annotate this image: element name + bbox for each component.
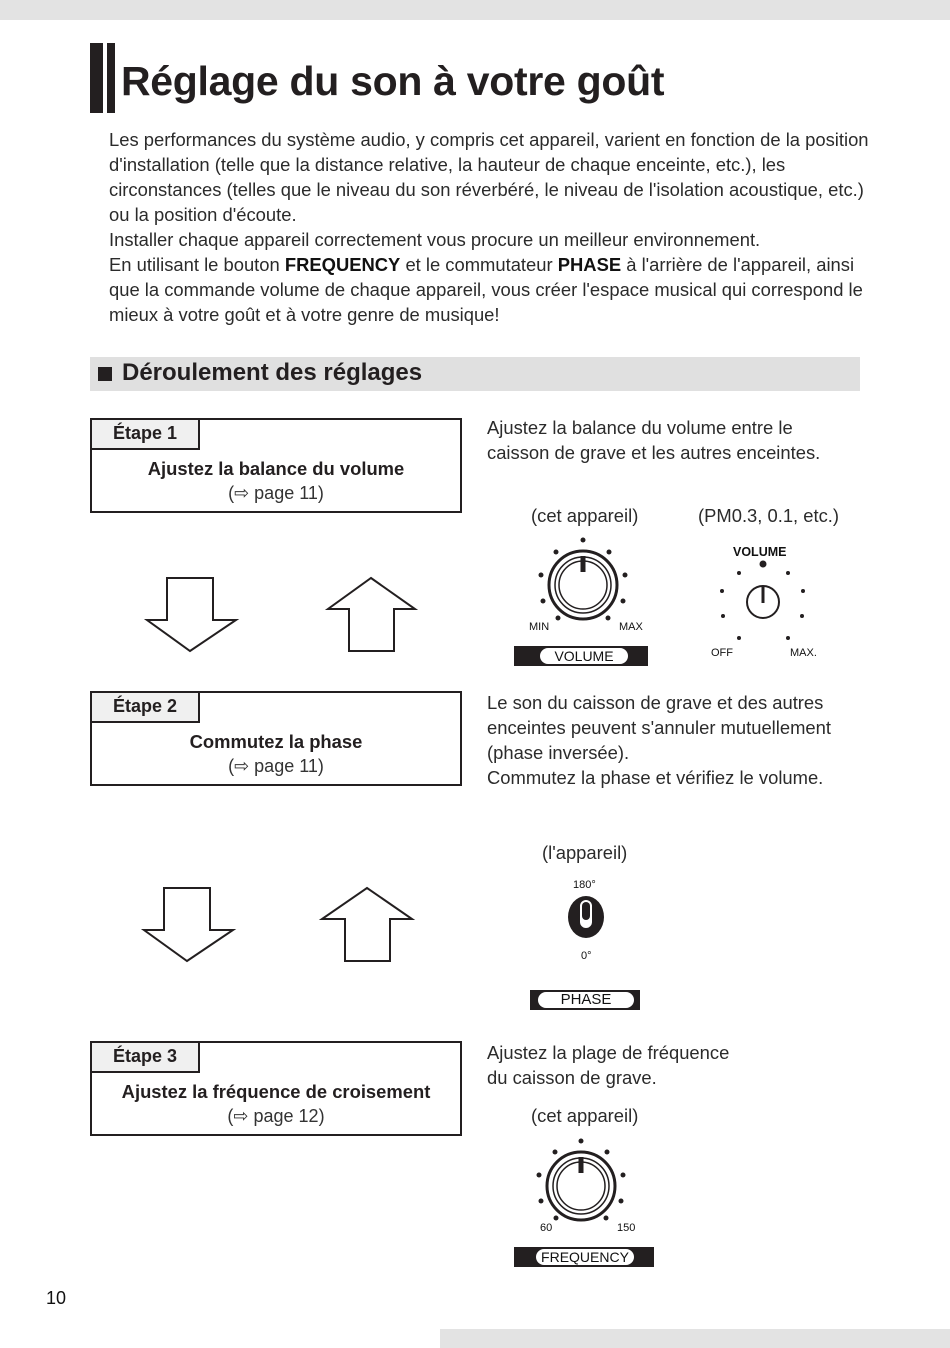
- step-2-box: [90, 691, 462, 786]
- section-title: Déroulement des réglages: [122, 359, 423, 386]
- step-1-caption-this-unit: (cet appareil): [531, 505, 639, 526]
- arrow-down-icon: [145, 576, 240, 654]
- bottom-band: [440, 1329, 950, 1348]
- other-volume-off-label: OFF: [711, 647, 733, 659]
- page-title: Réglage du son à votre goût: [121, 58, 665, 104]
- step-3-description: Ajustez la plage de fréquence du caisson de grave.: [487, 1042, 730, 1088]
- phase-switch-icon: [565, 893, 609, 943]
- step-1-description: Ajustez la balance du volume entre le caisson de grave et les autres enceintes.: [487, 417, 821, 463]
- other-volume-max-label: MAX.: [790, 647, 817, 659]
- step-2-caption: (l'appareil): [542, 842, 628, 863]
- page-number: 10: [46, 1288, 67, 1308]
- frequency-max-label: 150: [617, 1222, 636, 1234]
- step-2-tab: Étape 2: [92, 693, 200, 723]
- step-1-box: [90, 418, 462, 513]
- other-volume-title: VOLUME: [733, 545, 787, 559]
- phase-0-label: 0°: [581, 950, 592, 962]
- phase-keyword: PHASE: [557, 254, 622, 275]
- arrow-down-icon: [142, 886, 237, 964]
- frequency-knob-icon: [532, 1136, 632, 1226]
- frequency-min-label: 60: [540, 1222, 553, 1234]
- section-header: [90, 357, 860, 391]
- step-1-caption-other: (PM0.3, 0.1, etc.): [698, 505, 840, 526]
- volume-knob-icon: [535, 535, 635, 625]
- step-1-tab: Étape 1: [92, 420, 200, 450]
- title-bar-mark: [90, 43, 103, 113]
- volume-panel-label: VOLUME: [514, 646, 648, 666]
- other-volume-knob-icon: [716, 560, 811, 645]
- intro-paragraph-2: Installer chaque appareil correctement vous procure un meilleur environnement.: [109, 229, 761, 250]
- step-3-caption: (cet appareil): [531, 1105, 639, 1126]
- volume-min-label: MIN: [529, 621, 550, 633]
- step-3-title: Ajustez la fréquence de croisement: [121, 1081, 431, 1102]
- intro-paragraph-3: En utilisant le bouton FREQUENCY et le commutateur PHASE à l'arrière de l'appareil, ainsi que la commande volume de chaque appareil, vous créer l'espace musical qui correspond le mieux à votre goût et à votre genre de musique!: [109, 254, 863, 325]
- square-bullet-icon: [98, 367, 112, 381]
- frequency-keyword: FREQUENCY: [284, 254, 401, 275]
- arrow-up-icon: [320, 886, 415, 964]
- arrow-up-icon: [326, 576, 418, 654]
- volume-max-label: MAX: [619, 621, 643, 633]
- step-3-page-ref: (⇨ page 12): [227, 1106, 325, 1126]
- title-bar-mark-thin: [107, 43, 115, 113]
- phase-180-label: 180°: [573, 879, 596, 891]
- top-band: [0, 0, 950, 20]
- step-3-box: [90, 1041, 462, 1136]
- frequency-panel-label: FREQUENCY: [514, 1247, 654, 1267]
- step-1-title: Ajustez la balance du volume: [147, 458, 405, 479]
- phase-panel-label: PHASE: [530, 990, 640, 1010]
- step-2-page-ref: (⇨ page 11): [228, 756, 324, 776]
- step-2-title: Commutez la phase: [189, 731, 363, 752]
- intro-paragraph-1: Les performances du système audio, y compris cet appareil, varient en fonction de la position d'installation (telle que la distance relative, la hauteur de chaque enceinte, etc.), les circonstances (telles que le niveau du son réverbéré, le niveau de l'isolation acoustique, etc.) ou la position d'écoute.: [109, 129, 869, 225]
- step-1-page-ref: (⇨ page 11): [228, 483, 324, 503]
- step-3-tab: Étape 3: [92, 1043, 200, 1073]
- step-2-description: Le son du caisson de grave et des autres enceintes peuvent s'annuler mutuellement (phase inversée). Commutez la phase et vérifiez le volume.: [487, 692, 831, 788]
- intro-text: [109, 127, 869, 327]
